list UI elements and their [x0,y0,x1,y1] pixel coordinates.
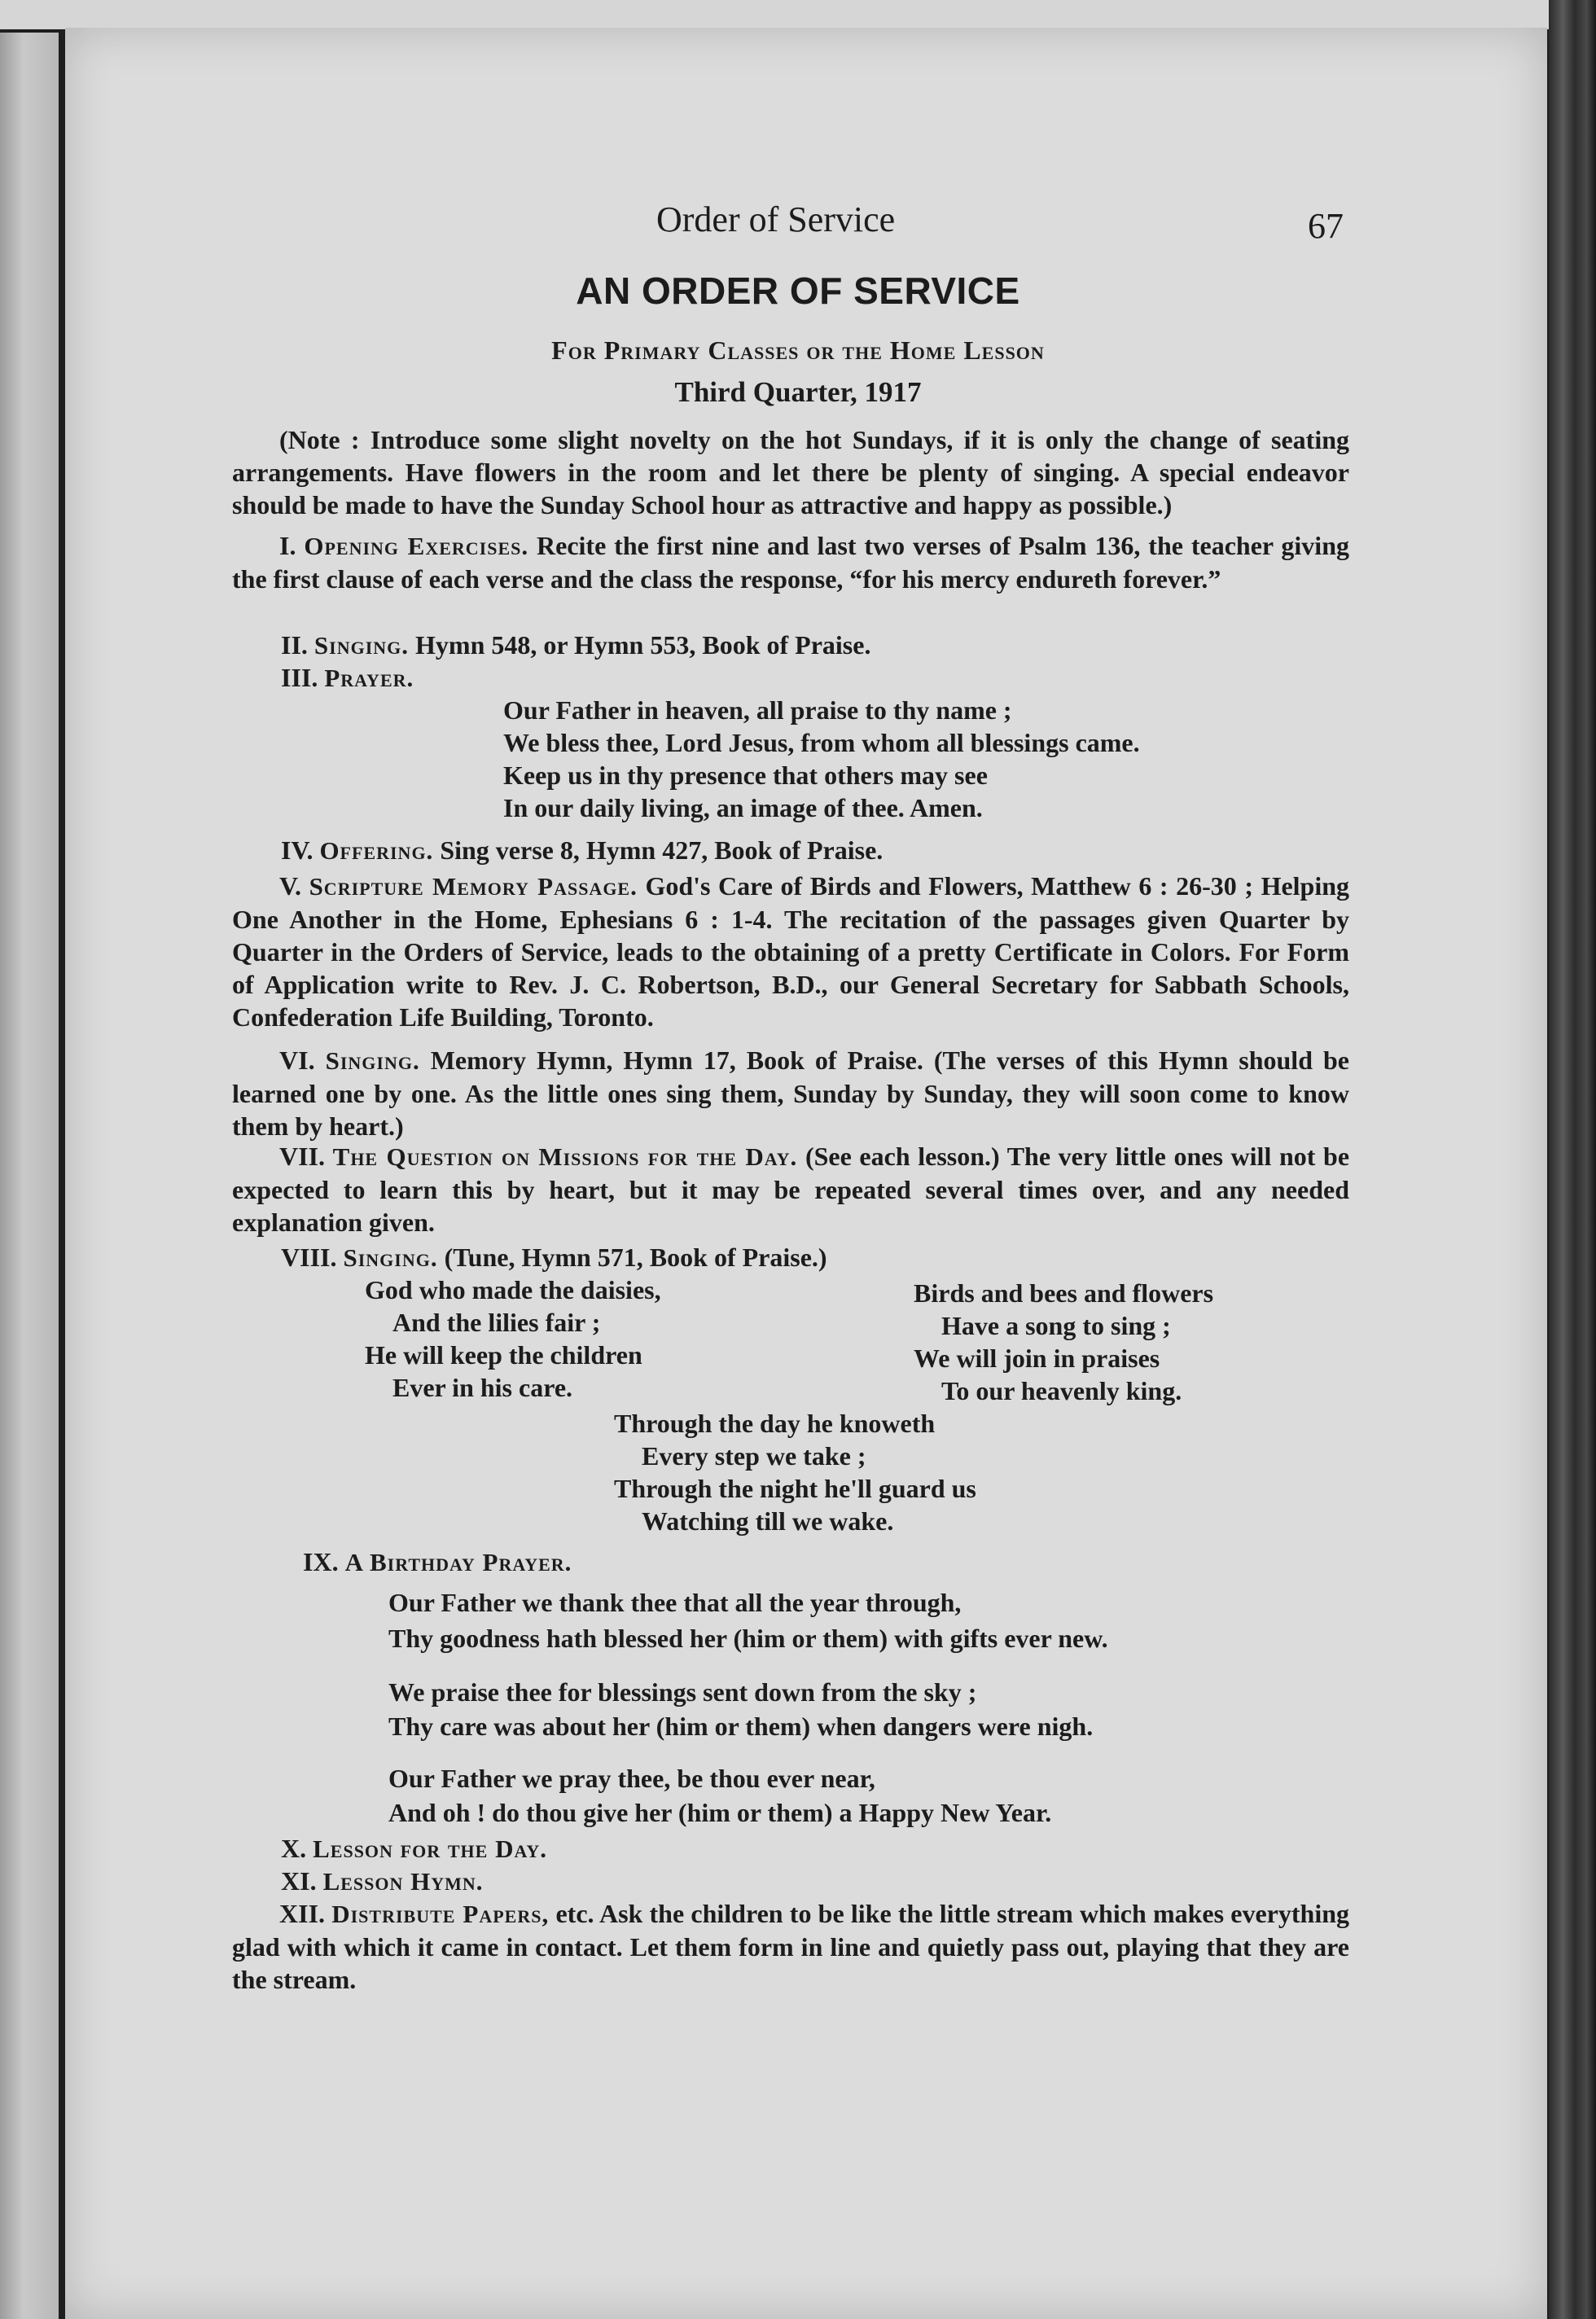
item-number: III. [281,663,318,692]
item-heading: Singing. [343,1243,438,1272]
birthday-prayer-line: Thy goodness hath blessed her (him or them) with gifts ever new. [388,1624,1108,1653]
item-heading: Distribute Papers, [331,1900,550,1928]
quarter-heading: Third Quarter, 1917 [674,376,922,408]
item-number: XII. [279,1899,326,1928]
item-heading: Singing. [314,631,410,660]
item-text: Memory Hymn, Hymn 17, Book of Praise. (The verses of this Hymn should be learned one by one. As the little ones sing them, Sunday by Sunday, they will soon come to know them by heart.) [232,1046,1350,1141]
hymn-verse-center [614,1407,976,1537]
item-lesson-for-the-day [281,1832,547,1865]
hymn-line: Birds and bees and flowers [914,1278,1214,1308]
item-heading: Offering. [319,836,434,865]
item-number: V. [279,871,301,901]
hymn-line: God who made the daisies, [365,1275,661,1304]
hymn-line: Through the night he'll guard us [614,1474,976,1503]
item-text: Sing verse 8, Hymn 427, Book of Praise. [440,835,884,865]
birthday-prayer-line: Thy care was about her (him or them) when dangers were nigh. [388,1712,1094,1741]
item-number: VI. [279,1046,315,1075]
birthday-prayer-line: And oh ! do thou give her (him or them) a Happy New Year. [388,1798,1052,1827]
item-number: X. [281,1834,307,1863]
scan-top-strip [0,0,1596,29]
page-title: AN ORDER OF SERVICE [576,270,1020,312]
prayer-line: Keep us in thy presence that others may see [503,761,988,790]
item-number: I. [279,531,296,560]
item-heading: Prayer. [324,664,414,692]
note-paragraph: (Note : Introduce some slight novelty on the hot Sundays, if it is only the change of seating arrangements. Have flowers in the room and let there be plenty of singing. A special endeavor should be made to have the Sunday School hour as attractive and happy as possible.) [232,425,1349,519]
running-head: Order of Service [656,199,896,239]
hymn-line: Every step we take ; [642,1441,866,1471]
item-singing-memory-hymn [232,1044,1349,1142]
item-heading: Opening Exercises. [304,532,529,560]
item-singing-2 [281,1241,827,1274]
item-scripture-memory-passage [232,870,1349,1033]
item-text: Hymn 548, or Hymn 553, Book of Praise. [415,630,871,660]
item-text: (Tune, Hymn 571, Book of Praise.) [444,1243,827,1272]
hymn-line: Have a song to sing ; [941,1311,1171,1340]
item-number: IX. [303,1547,339,1576]
item-birthday-prayer [303,1545,572,1579]
item-number: VII. [279,1142,326,1171]
hymn-verse-left [365,1273,661,1404]
item-opening-exercises [232,529,1349,595]
item-prayer [281,661,414,695]
prayer-line: We bless thee, Lord Jesus, from whom all blessings came. [503,728,1140,757]
hymn-line: And the lilies fair ; [392,1308,601,1337]
prayer-verse [503,694,1140,824]
item-distribute-papers [232,1897,1349,1996]
item-offering [281,834,883,867]
item-question-on-missions [232,1140,1349,1238]
item-text: Recite the first nine and last two verses of Psalm 136, the teacher giving the first clause of each verse and the class the response, “for his mercy endureth forever.” [232,531,1349,594]
item-number: VIII. [281,1243,337,1272]
hymn-line: He will keep the children [365,1340,642,1370]
page-number: 67 [1308,206,1344,246]
prayer-line: In our daily living, an image of thee. Amen. [503,793,983,822]
item-lesson-hymn [281,1865,484,1898]
item-heading: Lesson Hymn. [322,1867,484,1896]
item-heading: Scripture Memory Passage. [309,872,638,901]
item-heading: The Question on Missions for the Day. [332,1142,798,1171]
birthday-prayer-line: We praise thee for blessings sent down from the sky ; [388,1677,977,1707]
item-heading: Singing. [325,1046,420,1075]
item-text: etc. Ask the children to be like the little stream which makes everything glad with which it came in contact. Let them form in line and quietly pass out, playing that they are the stream. [232,1899,1350,1994]
hymn-line: Watching till we wake. [642,1506,894,1536]
birthday-prayer-line: Our Father we thank thee that all the year through, [388,1588,962,1617]
item-text: God's Care of Birds and Flowers, Matthew 6 : 26-30 ; Helping One Another in the Home, Ephesians 6 : 1-4. The recitation of the passages given Quarter by Quarter in the Orders of Service, leads to the obtaining of a pretty Certificate in Colors. For Form of Application write to Rev. J. C. Robertson, B.D., our General Secretary for Sabbath Schools, Confederation Life Building, Toronto. [232,871,1350,1032]
hymn-line: We will join in praises [914,1344,1160,1373]
hymn-line: Through the day he knoweth [614,1409,936,1438]
hymn-line: To our heavenly king. [941,1376,1182,1405]
item-heading: Lesson for the Day. [313,1835,547,1863]
item-number: XI. [281,1866,317,1896]
item-heading: A Birthday Prayer. [344,1548,572,1576]
item-text: (See each lesson.) The very little ones will not be expected to learn this by heart, but it may be repeated several times over, and any needed explanation given. [232,1142,1350,1237]
page-subtitle: For Primary Classes or the Home Lesson [551,335,1045,365]
item-singing-1 [281,629,870,662]
item-number: IV. [281,835,314,865]
hymn-verse-right [914,1277,1213,1407]
hymn-line: Ever in his care. [392,1373,573,1402]
item-number: II. [281,630,308,660]
birthday-prayer-line: Our Father we pray thee, be thou ever near, [388,1764,875,1793]
prayer-line: Our Father in heaven, all praise to thy name ; [503,695,1012,725]
